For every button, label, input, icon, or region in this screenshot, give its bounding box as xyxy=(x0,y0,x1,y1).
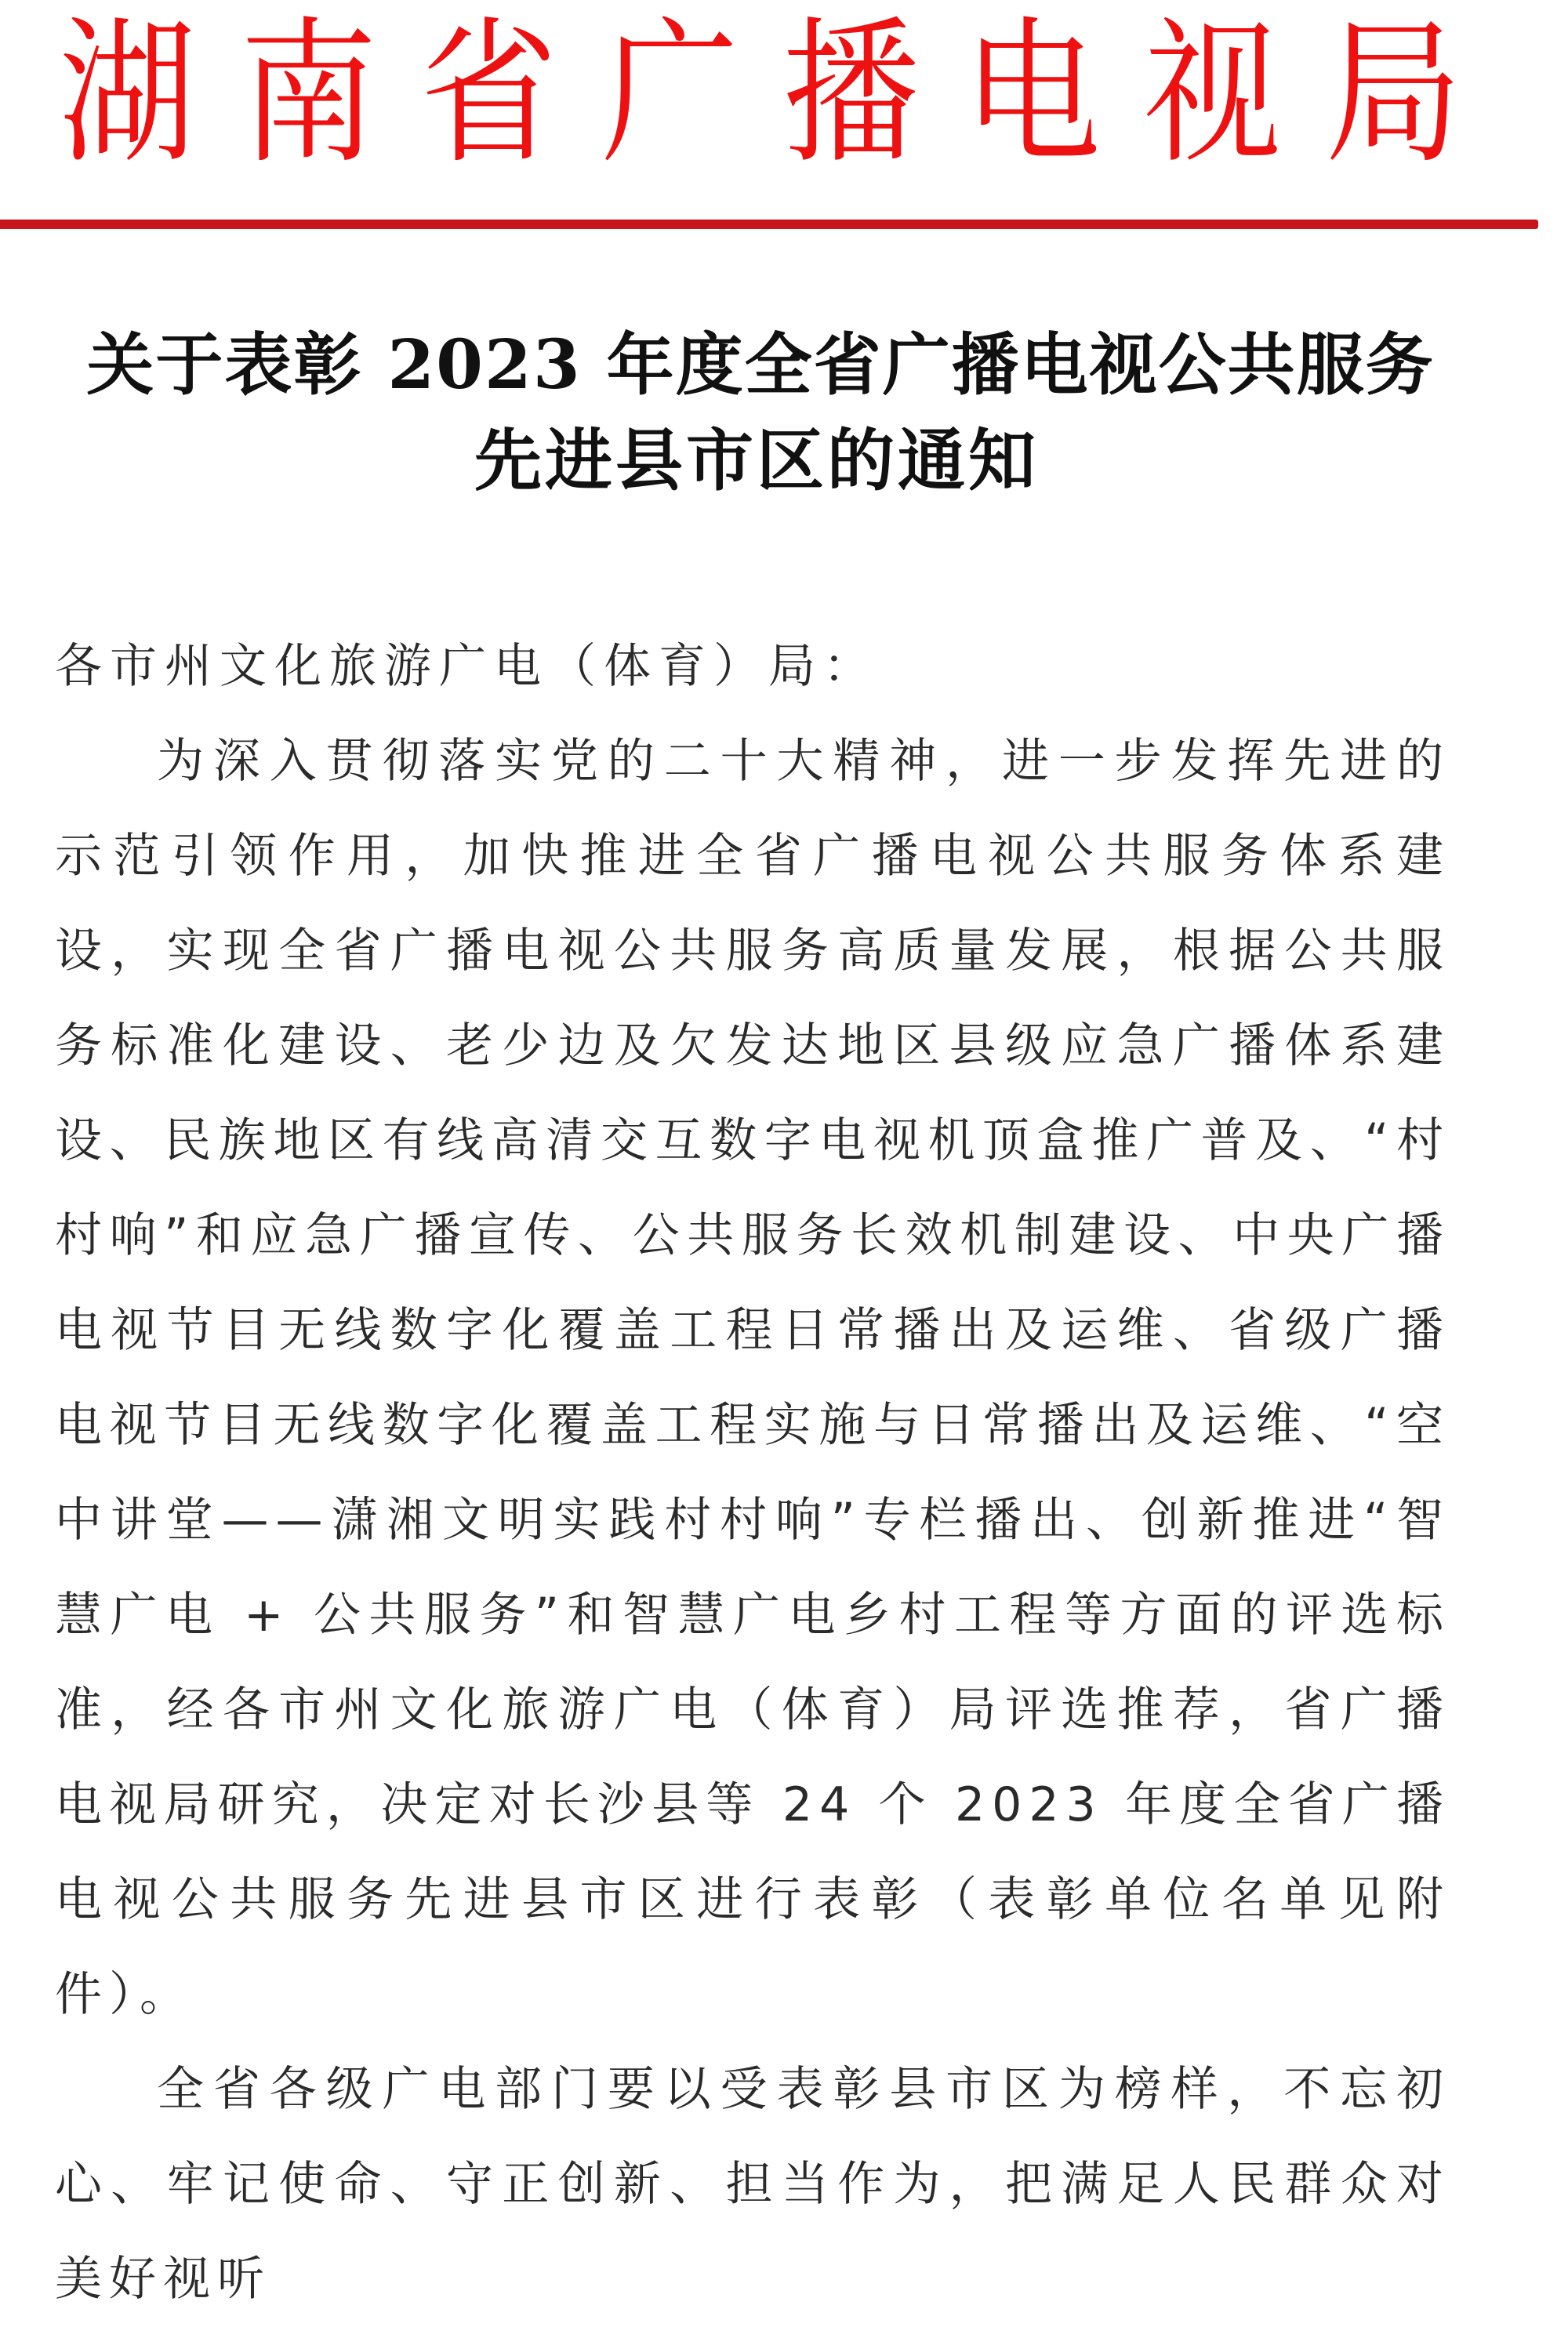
red-header-divider xyxy=(0,220,1538,229)
masthead-char: 南 xyxy=(239,2,377,185)
body-paragraph-1: 为深入贯彻落实党的二十大精神，进一步发挥先进的示范引领作用，加快推进全省广播电视公共服务体系建设，实现全省广播电视公共服务高质量发展，根据公共服务标准化建设、老少边及欠发达地区县级应急广播体系建设、民族地区有线高清交互数字电视机顶盒推广普及、“村村响”和应急广播宣传、公共服务长效机制建设、中央广播电视节目无线数字化覆盖工程日常播出及运维、省级广播电视节目无线数字化覆盖工程实施与日常播出及运维、“空中讲堂——潇湘文明实践村村响”专栏播出、创新推进“智慧广电 + 公共服务”和智慧广电乡村工程等方面的评选标准，经各市州文化旅游广电（体育）局评选推荐，省广播电视局研究，决定对长沙县等 24 个 2023 年度全省广播电视公共服务先进县市区进行表彰（表彰单位名单见附件）。 xyxy=(55,734,1450,2022)
salutation: 各市州文化旅游广电（体育）局： xyxy=(55,639,878,694)
title-line-2: 先进县市区的通知 xyxy=(474,421,1039,500)
masthead-char: 局 xyxy=(1325,2,1462,185)
document-title xyxy=(0,318,1490,509)
masthead-char: 视 xyxy=(1144,2,1282,185)
title-line-1: 关于表彰 2023 年度全省广播电视公共服务 xyxy=(86,325,1435,405)
masthead-org-name xyxy=(47,4,1474,185)
masthead-char: 湖 xyxy=(59,2,196,185)
masthead-char: 广 xyxy=(601,2,739,185)
masthead-char: 电 xyxy=(963,2,1101,185)
body-paragraph-2: 全省各级广电部门要以受表彰县市区为榜样，不忘初心、牢记使命、守正创新、担当作为，把满足人民群众对美好视听 xyxy=(55,2062,1450,2307)
masthead-char: 播 xyxy=(782,2,920,185)
document-body xyxy=(55,619,1450,2327)
masthead-char: 省 xyxy=(420,2,558,185)
